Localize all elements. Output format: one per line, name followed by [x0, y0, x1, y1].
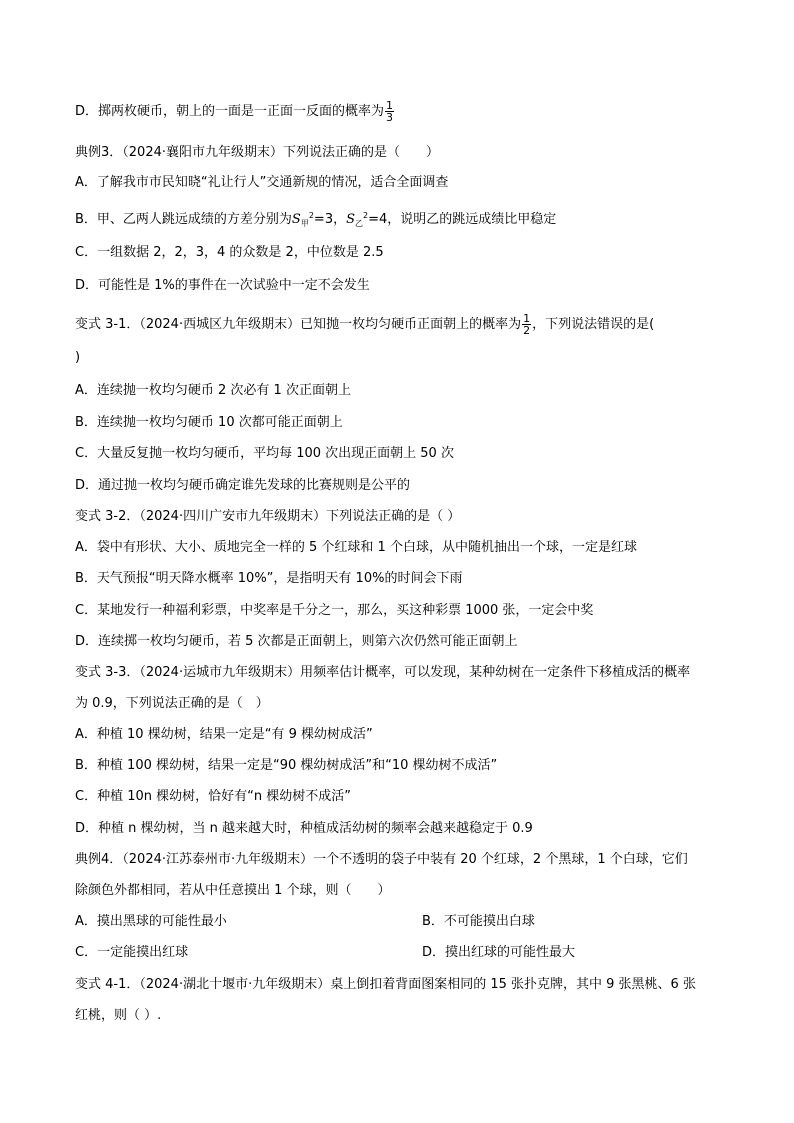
variance-superscript: 2 [308, 211, 314, 220]
variance-symbol: S [346, 212, 355, 227]
variant-3-1-stem-text: 变式 3-1．（2024·西城区九年级期末）已知抛一枚均匀硬币正面朝上的概率为 [75, 317, 522, 332]
prev-option-d [75, 100, 725, 123]
variance-symbol: S [291, 212, 301, 227]
fraction [385, 100, 394, 123]
example-3-option-b [75, 208, 725, 232]
variant-3-2-option-d: D．连续掷一枚均匀硬币，若 5 次都是正面朝上，则第六次仍然可能正面朝上 [75, 634, 518, 649]
prev-option-d-text: D．掷两枚硬币，朝上的一面是一正面一反面的概率为 [75, 104, 385, 119]
variance-superscript: 2 [363, 211, 369, 220]
fraction-numerator: 1 [386, 99, 394, 112]
variant-3-1-option-a: A．连续抛一枚均匀硬币 2 次必有 1 次正面朝上 [75, 383, 351, 398]
example-4-option-row-2 [75, 945, 725, 961]
variant-4-1-stem-line2: 红桃，则（ ）. [75, 1008, 162, 1023]
example-4-option-c: C．一定能摸出红球 [75, 945, 189, 960]
variant-3-3-option-a: A．种植 10 棵幼树，结果一定是“有 9 棵幼树成活” [75, 727, 373, 742]
fraction [522, 313, 531, 336]
variant-3-1-stem-tail: ，下列说法错误的是( [532, 317, 655, 332]
variant-3-3-option-d: D．种植 n 棵幼树，当 n 越来越大时，种植成活幼树的频率会越来越稳定于 0.9 [75, 821, 533, 836]
variant-4-1-stem-line1: 变式 4-1．（2024·湖北十堰市·九年级期末）桌上倒扣着背面图案相同的 15 张扑克牌，其中 9 张黑桃、6 张 [75, 977, 696, 992]
variant-3-2-option-b: B．天气预报“明天降水概率 10%”，是指明天有 10%的时间会下雨 [75, 571, 463, 586]
variant-3-1-stem [75, 313, 725, 336]
variant-3-1-stem-cont: ) [75, 350, 81, 365]
variance-subscript: 乙 [355, 219, 363, 228]
fraction-numerator: 1 [523, 312, 531, 325]
variant-3-2-option-a: A．袋中有形状、大小、质地完全一样的 5 个红球和 1 个白球，从中随机抽出一个球，一定是红球 [75, 540, 637, 555]
variant-3-1-option-b: B．连续抛一枚均匀硬币 10 次都可能正面朝上 [75, 415, 343, 430]
variant-3-1-option-c: C．大量反复抛一枚均匀硬币，平均每 100 次出现正面朝上 50 次 [75, 446, 454, 461]
example-4-option-b: B．不可能摸出白球 [422, 914, 535, 929]
example-4-option-row-1 [75, 914, 725, 930]
option-b-prefix: B．甲、乙两人跳远成绩的方差分别为 [75, 212, 292, 227]
fraction-denominator: 3 [386, 111, 394, 124]
variant-3-1-option-d: D．通过抛一枚均匀硬币确定谁先发球的比赛规则是公平的 [75, 478, 411, 493]
example-3-option-a: A．了解我市市民知晓“礼让行人”交通新规的情况，适合全面调查 [75, 175, 449, 190]
example-3-option-c: C．一组数据 2，2，3，4 的众数是 2，中位数是 2.5 [75, 245, 384, 260]
variant-3-2-option-c: C．某地发行一种福利彩票，中奖率是千分之一，那么，买这种彩票 1000 张，一定会中奖 [75, 603, 594, 618]
example-3-stem: 典例3．（2024·襄阳市九年级期末）下列说法正确的是（ ） [75, 145, 439, 160]
variant-3-3-option-b: B．种植 100 棵幼树，结果一定是“90 棵幼树成活”和“10 棵幼树不成活” [75, 758, 498, 773]
variance-subscript: 甲 [300, 219, 309, 228]
variant-3-3-option-c: C．种植 10n 棵幼树，恰好有“n 棵幼树不成活” [75, 789, 351, 804]
variant-3-2-stem: 变式 3-2．（2024·四川广安市九年级期末）下列说法正确的是（ ） [75, 509, 461, 524]
variance-conclusion: =4，说明乙的跳远成绩比甲稳定 [368, 212, 557, 227]
variant-3-3-stem-line1: 变式 3-3．（2024·运城市九年级期末）用频率估计概率，可以发现，某种幼树在一定条件下移植成活的概率 [75, 665, 691, 680]
example-3-option-d: D．可能性是 1%的事件在一次试验中一定不会发生 [75, 278, 370, 293]
example-4-option-d: D．摸出红球的可能性最大 [422, 945, 576, 960]
variance-value: =3， [313, 212, 347, 227]
example-4-stem-line2: 除颜色外都相同，若从中任意摸出 1 个球，则（ ） [75, 883, 391, 898]
variant-3-3-stem-line2: 为 0.9，下列说法正确的是（ ） [75, 696, 269, 711]
example-4-stem-line1: 典例4．（2024·江苏泰州市·九年级期末）一个不透明的袋子中装有 20 个红球，2 个黑球，1 个白球，它们 [75, 852, 688, 867]
example-4-option-a: A．摸出黑球的可能性最小 [75, 914, 227, 929]
fraction-denominator: 2 [523, 324, 531, 337]
